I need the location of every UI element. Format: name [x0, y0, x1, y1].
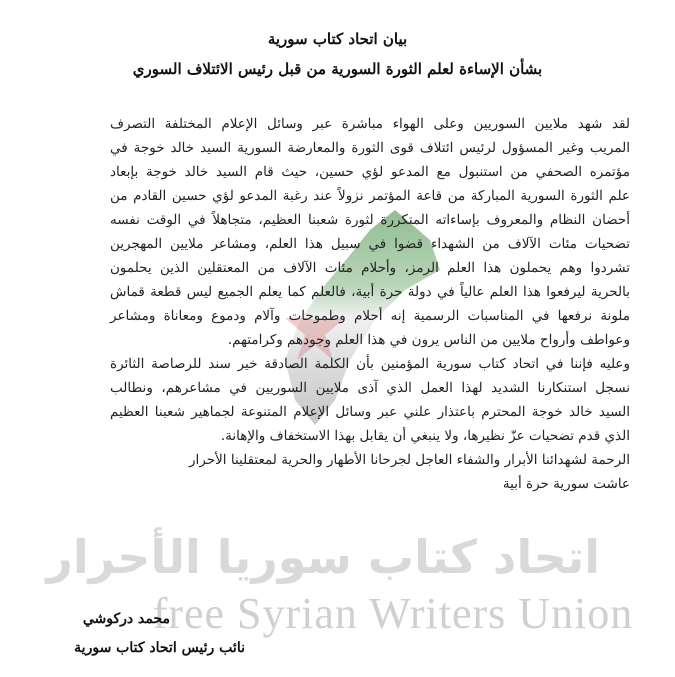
body-line: وعواطف وأرواح ملايين من الناس يرون في هذا العلم وجودهم وكرامتهم.	[227, 332, 630, 348]
body-line: مؤتمره الصحفي من استنبول مع المدعو لؤي حسين، حيث قام السيد خالد خوجة بإبعاد	[110, 164, 630, 180]
body-line: الرحمة لشهدائنا الأبرار والشفاء العاجل لجرحانا الأطهار والحرية لمعتقلينا الأحرار	[189, 452, 630, 468]
body-line: نسجل استنكارنا الشديد لهذا العمل الذي آذى ملايين السوريين في مشاعرهم، ونطالب	[110, 380, 630, 396]
body-line: ملونة نرفعها في المناسبات الرسمية إنه أحلام وطموحات وآلام ودموع ومعاناة ومشاعر	[110, 308, 630, 324]
body-line: تشردوا وهم يحملون هذا العلم الرمز، وأحلام مئات الآلاف من المعتقلين الذين يحلمون	[110, 260, 630, 276]
body-line: علم الثورة السورية المباركة من قاعة المؤتمر نزولاً عند رغبة المدعو لؤي حسين القادم من	[110, 188, 630, 204]
body-line: عاشت سورية حرة أبية	[502, 476, 630, 492]
watermark-arabic-text: اتحاد كتاب سوريا الأحرار	[46, 530, 600, 584]
body-line: الذي قدم تضحيات عزّ نظيرها، ولا ينبغي أن يقابل بهذا الاستخفاف والإهانة.	[220, 428, 630, 444]
body-line: المريب وغير المسؤول لرئيس ائتلاف قوى الثورة والمعارضة السورية السيد خالد خوجة في	[110, 140, 630, 156]
signatory-name: محمد دركوشي	[82, 611, 170, 627]
body-line: تضحيات مئات الآلاف من الشهداء قضوا في سبيل هذا العلم، ومشاعر ملايين المهجرين	[110, 236, 630, 252]
body-line: لقد شهد ملايين السوريين وعلى الهواء مباشرة عبر وسائل الإعلام المختلفة التصرف	[110, 116, 630, 132]
document-subtitle: بشأن الإساءة لعلم الثورة السورية من قبل رئيس الائتلاف السوري	[132, 60, 543, 78]
document-title: بيان اتحاد كتاب سورية	[267, 30, 408, 48]
watermark-english-text: free Syrian Writers Union	[152, 589, 634, 638]
body-line: أحضان النظام والمعروف بإساءاته المتكررة لثورة شعبنا العظيم، متجاهلاً في الوقت نفسه	[110, 212, 630, 228]
body-line: وعليه فإننا في اتحاد كتاب سورية المؤمنين بأن الكلمة الصادقة خير سند للرصاصة الثائرة	[110, 356, 630, 372]
body-line: بالحرية ليرفعوا هذا العلم عالياً في دولة حرة أبية، فالعلم كما يعلم الجميع ليس قطعة قماش	[110, 284, 630, 300]
body-line: السيد خالد خوجة المحترم باعتذار علني عبر وسائل الإعلام المتنوعة لجماهير شعبنا العظيم	[110, 404, 630, 420]
signatory-title: نائب رئيس اتحاد كتاب سورية	[74, 640, 245, 656]
